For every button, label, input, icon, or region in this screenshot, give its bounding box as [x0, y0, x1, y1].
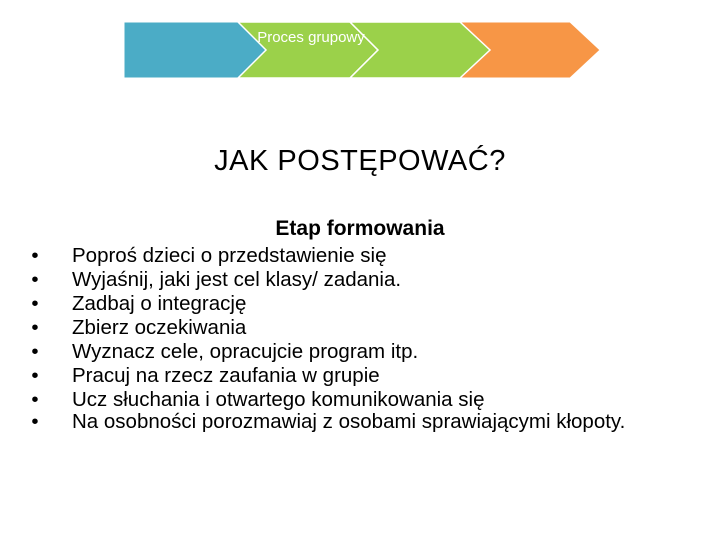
bullet-icon: •	[31, 410, 39, 433]
list-item-text: Pracuj na rzecz zaufania w grupie	[72, 364, 380, 387]
bullet-icon: •	[31, 292, 39, 315]
list-item	[31, 316, 680, 340]
list-item	[31, 268, 680, 292]
list-item	[31, 244, 680, 268]
bullet-icon: •	[31, 364, 39, 387]
bullet-icon: •	[31, 244, 39, 267]
list-item	[31, 292, 680, 316]
list-item	[31, 388, 680, 412]
process-step-label: Proces grupowy	[257, 29, 365, 46]
advice-list	[31, 218, 680, 433]
bullet-icon: •	[31, 388, 39, 411]
stage-subtitle: Etap formowania	[275, 217, 445, 240]
bullet-icon: •	[31, 268, 39, 291]
list-item-text: Na osobności porozmawiaj z osobami sprawiającymi kłopoty.	[72, 410, 626, 433]
process-chevron-bar	[0, 0, 720, 100]
bullet-icon: •	[31, 340, 39, 363]
page-title: JAK POSTĘPOWAĆ?	[214, 145, 506, 177]
list-item-text: Zbierz oczekiwania	[72, 316, 247, 339]
list-item-text: Wyjaśnij, jaki jest cel klasy/ zadania.	[72, 268, 402, 291]
list-item	[31, 340, 680, 364]
list-item	[31, 410, 680, 433]
list-item-text: Zadbaj o integrację	[72, 292, 247, 315]
bullet-icon: •	[31, 316, 39, 339]
list-item-text: Ucz słuchania i otwartego komunikowania się	[72, 388, 485, 411]
list-item	[31, 364, 680, 388]
list-item-text: Poproś dzieci o przedstawienie się	[72, 244, 387, 267]
list-item-text: Wyznacz cele, opracujcie program itp.	[72, 340, 419, 363]
